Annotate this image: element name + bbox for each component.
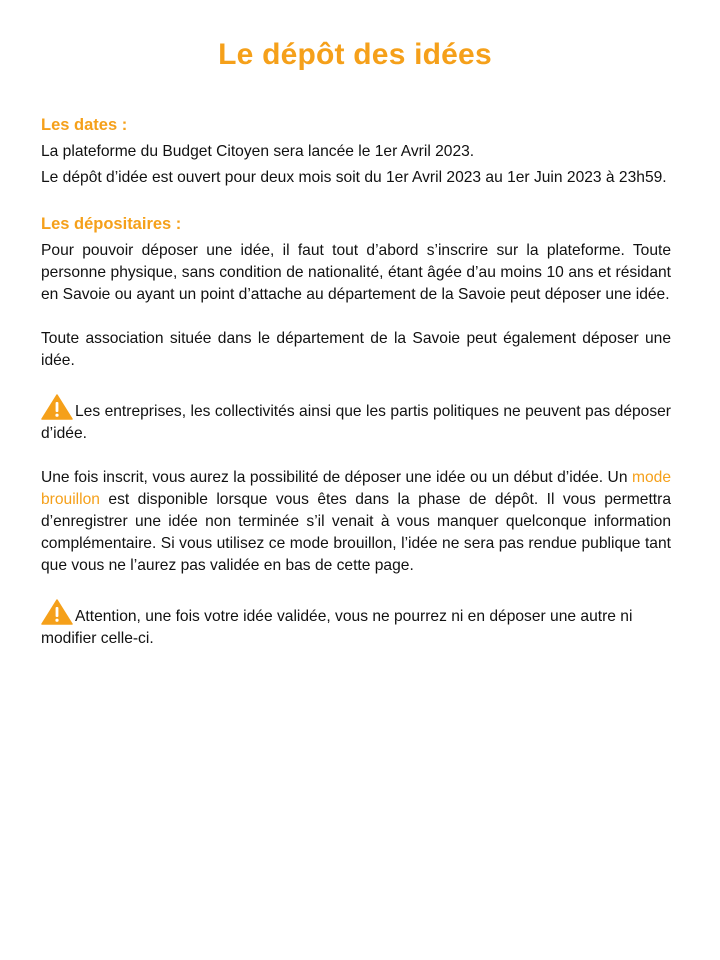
depositaires-paragraph-4 xyxy=(41,467,671,577)
paragraph-4-text-part1: Une fois inscrit, vous aurez la possibilité de déposer une idée ou un début d’idée. Un xyxy=(41,469,632,486)
mode-brouillon-highlight: mode brouillon xyxy=(41,469,671,508)
dates-heading: Les dates : xyxy=(41,116,128,134)
content xyxy=(41,114,671,650)
depositaires-paragraph-1: Pour pouvoir déposer une idée, il faut tout d’abord s’inscrire sur la plateforme. Toute personne physique, sans condition de nationalité, étant âgée d’au moins 10 ans et résidant en Savoie ou ayant un point d’attache au département de la Savoie peut déposer une idée. xyxy=(41,242,671,303)
depositaires-paragraph-3 xyxy=(41,394,671,445)
depositaires-paragraph-5 xyxy=(41,599,671,650)
depositaires-paragraph-2: Toute association située dans le département de la Savoie peut également déposer une idée. xyxy=(41,330,671,369)
page-title: Le dépôt des idées xyxy=(218,38,492,71)
dates-paragraph-2: Le dépôt d’idée est ouvert pour deux mois soit du 1er Avril 2023 au 1er Juin 2023 à 23h59. xyxy=(41,169,667,186)
depositaires-paragraph-5-text: Attention, une fois votre idée validée, vous ne pourrez ni en déposer une autre ni modifier celle-ci. xyxy=(41,608,633,647)
depositaires-paragraph-3-text: Les entreprises, les collectivités ainsi que les partis politiques ne peuvent pas déposer d’idée. xyxy=(41,403,671,442)
paragraph-4-text-part2: est disponible lorsque vous êtes dans la phase de dépôt. Il vous permettra d’enregistrer une idée non terminée s’il venait à vous manquer quelconque information complémentaire. Si vous utilisez ce mode brouillon, l’idée ne sera pas rendue publique tant que vous ne l’aurez pas validée en bas de cette page. xyxy=(41,491,671,574)
dates-paragraph-1: La plateforme du Budget Citoyen sera lancée le 1er Avril 2023. xyxy=(41,143,475,160)
depositaires-heading: Les dépositaires : xyxy=(41,215,182,233)
warning-icon xyxy=(41,394,73,420)
warning-icon xyxy=(41,599,73,625)
